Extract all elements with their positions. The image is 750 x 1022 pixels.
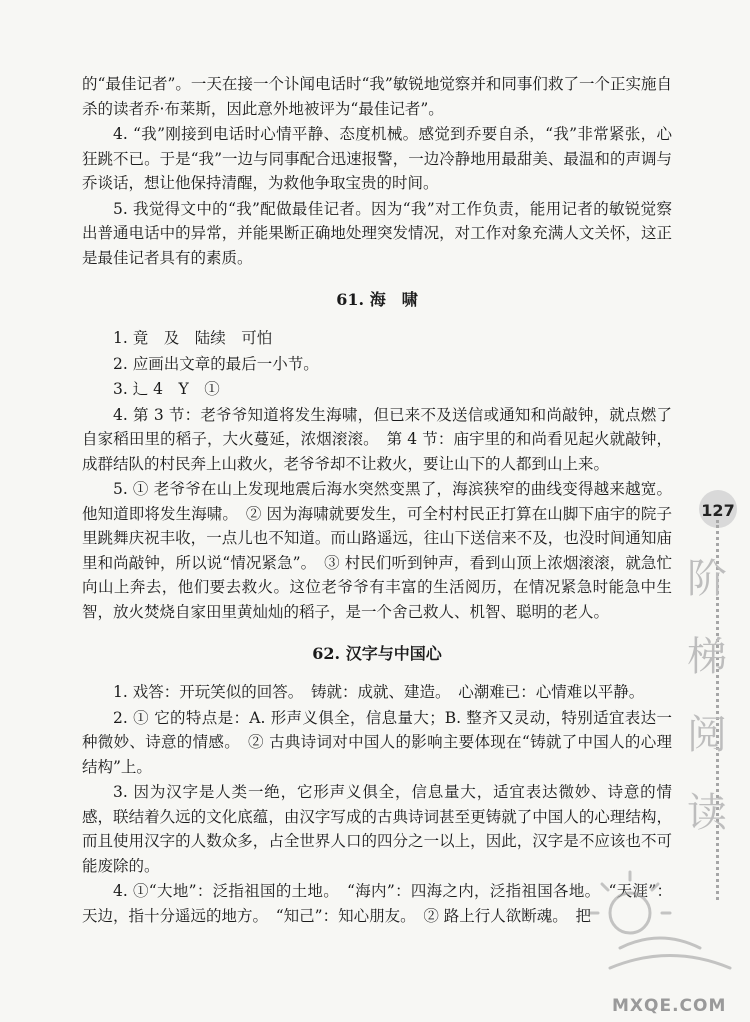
side-title-char: 阶 (687, 556, 727, 602)
s61-item-2: 2. 应画出文章的最后一小节。 (113, 354, 319, 373)
side-series-title (672, 540, 742, 852)
s62-item-2: 2. ① 它的特点是：A. 形声义俱全，信息量大；B. 整齐又灵动，特别适宜表达一种微妙、诗意的情感。 ② 古典诗词对中国人的影响主要体现在“铸就了中国人的心理结构”上。 (82, 708, 672, 776)
paragraph-continued: 的“最佳记者”。一天在接一个讣闻电话时“我”敏锐地觉察并和同事们救了一个正实施自杀的读者乔·布莱斯，因此意外地被评为“最佳记者”。 (82, 75, 672, 118)
watermark-url: MXQE.COM (612, 996, 727, 1016)
side-title-char: 阅 (687, 712, 727, 758)
section-title-62: 62. 汉字与中国心 (312, 644, 442, 663)
side-title-char: 读 (687, 790, 727, 836)
s62-item-1: 1. 戏答：开玩笑似的回答。 铸就：成就、建造。 心潮难已：心情难以平静。 (113, 683, 645, 701)
answer-text-column (82, 72, 672, 928)
s61-item-4: 4. 第 3 节：老爷爷知道将发生海啸，但已来不及送信或通知和尚敲钟，就点燃了自家稻田里的稻子，大火蔓延，浓烟滚滚。 第 4 节：庙宇里的和尚看见起火就敲钟，成群结队的村民奔上山救火，老爷爷却不让救火，要让山下的人都到山上来。 (82, 405, 672, 473)
answer-item-5: 5. 我觉得文中的“我”配做最佳记者。因为“我”对工作负责，能用记者的敏锐觉察出普通电话中的异常，并能果断正确地处理突发情况，对工作对象充满人文关怀，这正是最佳记者具有的素质。 (82, 199, 672, 267)
s61-item-5: 5. ① 老爷爷在山上发现地震后海水突然变黑了，海滨狭窄的曲线变得越来越宽。他知道即将发生海啸。 ② 因为海啸就要发生，可全村村民正打算在山脚下庙宇的院子里跳舞庆祝丰收，一点儿也不知道。而山路遥远，往山下送信来不及，也没时间通知庙里和尚敲钟，所以说“情况紧急”。 ③ 村民们听到钟声，看到山顶上浓烟滚滚，就急忙向山上奔去，他们要去救火。这位老爷爷有丰富的生活阅历，在情况紧急时能急中生智，放火焚烧自家田里黄灿灿的稻子，是一个舍己救人、机智、聪明的老人。 (82, 480, 672, 621)
s62-item-3: 3. 因为汉字是人类一绝，它形声义俱全，信息量大，适宜表达微妙、诗意的情感，联结着久远的文化底蕴，由汉字写成的古典诗词甚至更铸就了中国人的心理结构，而且使用汉字的人数众多，占全世界人口的四分之一以上，因此，汉字是不应该也不可能废除的。 (82, 783, 672, 875)
s61-item-1: 1. 竟 及 陆续 可怕 (113, 329, 273, 347)
answer-item-4: 4. “我”刚接到电话时心情平静、态度机械。感觉到乔要自杀，“我”非常紧张，心狂跳不已。于是“我”一边与同事配合迅速报警，一边冷静地用最甜美、最温和的声调与乔谈话，想让他保持清醒，为救他争取宝贵的时间。 (82, 125, 672, 192)
section-title-61: 61. 海 啸 (336, 290, 418, 309)
s61-item-3: 3. 辶 4 Y ① (113, 380, 220, 398)
s62-item-4: 4. ①“大地”：泛指祖国的土地。 “海内”：四海之内，泛指祖国各地。 “天涯”：天边，指十分遥远的地方。 “知己”：知心朋友。 ② 路上行人欲断魂。 把 (82, 882, 672, 925)
side-title-char: 梯 (687, 634, 727, 680)
page-number-badge: 127 (697, 496, 739, 526)
